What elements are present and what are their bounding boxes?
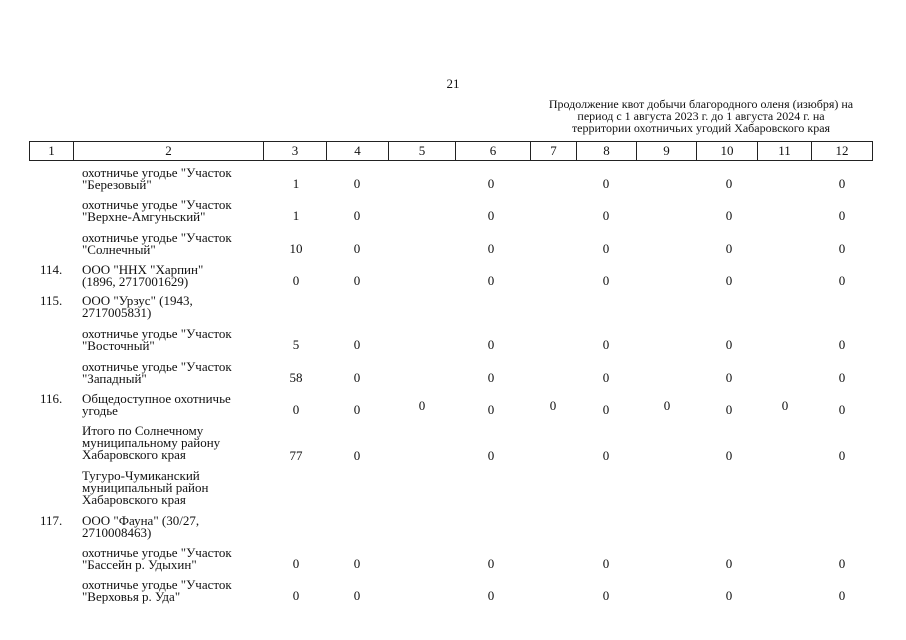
column-header-5: 5	[389, 142, 456, 161]
value-cell-col-7: 0	[549, 398, 557, 413]
value-cell-col-12: 0	[838, 448, 846, 463]
value-cell-col-4: 0	[353, 337, 361, 352]
value-cell-col-10: 0	[725, 273, 733, 288]
row-name: охотничье угодье "Участок "Верхне-Амгуньский"	[82, 197, 232, 224]
value-cell-col-4: 0	[353, 588, 361, 603]
value-cell-col-6: 0	[487, 337, 495, 352]
value-cell-col-8: 0	[602, 448, 610, 463]
value-cell-col-6: 0	[487, 588, 495, 603]
value-cell-col-4: 0	[353, 370, 361, 385]
value-cell-col-8: 0	[602, 588, 610, 603]
row-name: охотничье угодье "Участок "Березовый"	[82, 165, 232, 192]
value-cell-col-12: 0	[838, 208, 846, 223]
row-number: 117.	[40, 513, 63, 528]
value-cell-col-6: 0	[487, 448, 495, 463]
row-name: ООО "Фауна" (30/27, 2710008463)	[82, 513, 200, 540]
value-cell-col-12: 0	[838, 588, 846, 603]
column-header-7: 7	[531, 142, 577, 161]
value-cell-col-3: 0	[292, 402, 300, 417]
value-cell-col-3: 1	[292, 176, 300, 191]
value-cell-col-5: 0	[418, 398, 426, 413]
value-cell-col-10: 0	[725, 402, 733, 417]
value-cell-col-6: 0	[487, 273, 495, 288]
row-name: Общедоступное охотничье угодье	[82, 391, 231, 418]
value-cell-col-8: 0	[602, 273, 610, 288]
value-cell-col-8: 0	[602, 208, 610, 223]
table-heading	[532, 98, 870, 134]
value-cell-col-6: 0	[487, 208, 495, 223]
row-name: Итого по Солнечному муниципальному району Хабаровского края	[82, 423, 221, 462]
header-row	[30, 142, 873, 161]
value-cell-col-3: 0	[292, 273, 300, 288]
value-cell-col-8: 0	[602, 370, 610, 385]
page-number: 21	[446, 76, 460, 91]
value-cell-col-8: 0	[602, 337, 610, 352]
value-cell-col-3: 0	[292, 556, 300, 571]
value-cell-col-3: 0	[292, 588, 300, 603]
row-number: 116.	[40, 391, 63, 406]
column-header-9: 9	[637, 142, 697, 161]
value-cell-col-6: 0	[487, 176, 495, 191]
value-cell-col-4: 0	[353, 448, 361, 463]
value-cell-col-3: 10	[289, 241, 303, 256]
value-cell-col-12: 0	[838, 370, 846, 385]
value-cell-col-10: 0	[725, 556, 733, 571]
column-header-2: 2	[74, 142, 264, 161]
column-header-8: 8	[577, 142, 637, 161]
row-name: охотничье угодье "Участок "Восточный"	[82, 326, 232, 353]
value-cell-col-4: 0	[353, 176, 361, 191]
row-name: охотничье угодье "Участок "Бассейн р. Удыхин"	[82, 545, 232, 572]
value-cell-col-3: 58	[289, 370, 303, 385]
heading-line-3: территории охотничьих угодий Хабаровского края	[571, 121, 831, 135]
heading-line-1: Продолжение квот добычи благородного оленя (изюбря) на	[548, 97, 854, 111]
value-cell-col-4: 0	[353, 402, 361, 417]
row-number: 114.	[40, 262, 63, 277]
value-cell-col-3: 77	[289, 448, 303, 463]
row-name: Тугуро-Чумиканский муниципальный район Хабаровского края	[82, 468, 209, 507]
row-number: 115.	[40, 293, 63, 308]
value-cell-col-10: 0	[725, 337, 733, 352]
column-header-6: 6	[456, 142, 531, 161]
value-cell-col-8: 0	[602, 402, 610, 417]
column-header-3: 3	[264, 142, 327, 161]
column-header-12: 12	[812, 142, 873, 161]
value-cell-col-12: 0	[838, 176, 846, 191]
row-name: ООО "ННХ "Харпин" (1896, 2717001629)	[82, 262, 204, 289]
row-name: охотничье угодье "Участок "Верховья р. Уда"	[82, 577, 232, 604]
row-name: охотничье угодье "Участок "Западный"	[82, 359, 232, 386]
column-header-10: 10	[697, 142, 758, 161]
value-cell-col-12: 0	[838, 273, 846, 288]
value-cell-col-6: 0	[487, 241, 495, 256]
value-cell-col-10: 0	[725, 176, 733, 191]
row-name: охотничье угодье "Участок "Солнечный"	[82, 230, 232, 257]
value-cell-col-10: 0	[725, 208, 733, 223]
value-cell-col-10: 0	[725, 370, 733, 385]
heading-line-2: период с 1 августа 2023 г. до 1 августа 2024 г. на	[577, 109, 825, 123]
row-name: ООО "Урзус" (1943, 2717005831)	[82, 293, 193, 320]
value-cell-col-9: 0	[663, 398, 671, 413]
value-cell-col-3: 5	[292, 337, 300, 352]
value-cell-col-12: 0	[838, 402, 846, 417]
value-cell-col-12: 0	[838, 337, 846, 352]
value-cell-col-12: 0	[838, 241, 846, 256]
value-cell-col-3: 1	[292, 208, 300, 223]
value-cell-col-8: 0	[602, 556, 610, 571]
value-cell-col-6: 0	[487, 402, 495, 417]
value-cell-col-4: 0	[353, 273, 361, 288]
value-cell-col-11: 0	[781, 398, 789, 413]
value-cell-col-12: 0	[838, 556, 846, 571]
value-cell-col-6: 0	[487, 556, 495, 571]
value-cell-col-10: 0	[725, 241, 733, 256]
column-header-4: 4	[327, 142, 389, 161]
value-cell-col-4: 0	[353, 241, 361, 256]
value-cell-col-4: 0	[353, 556, 361, 571]
value-cell-col-10: 0	[725, 448, 733, 463]
value-cell-col-10: 0	[725, 588, 733, 603]
value-cell-col-8: 0	[602, 176, 610, 191]
column-header-1: 1	[30, 142, 74, 161]
value-cell-col-8: 0	[602, 241, 610, 256]
value-cell-col-4: 0	[353, 208, 361, 223]
value-cell-col-6: 0	[487, 370, 495, 385]
column-number-header	[29, 141, 873, 161]
column-header-11: 11	[758, 142, 812, 161]
